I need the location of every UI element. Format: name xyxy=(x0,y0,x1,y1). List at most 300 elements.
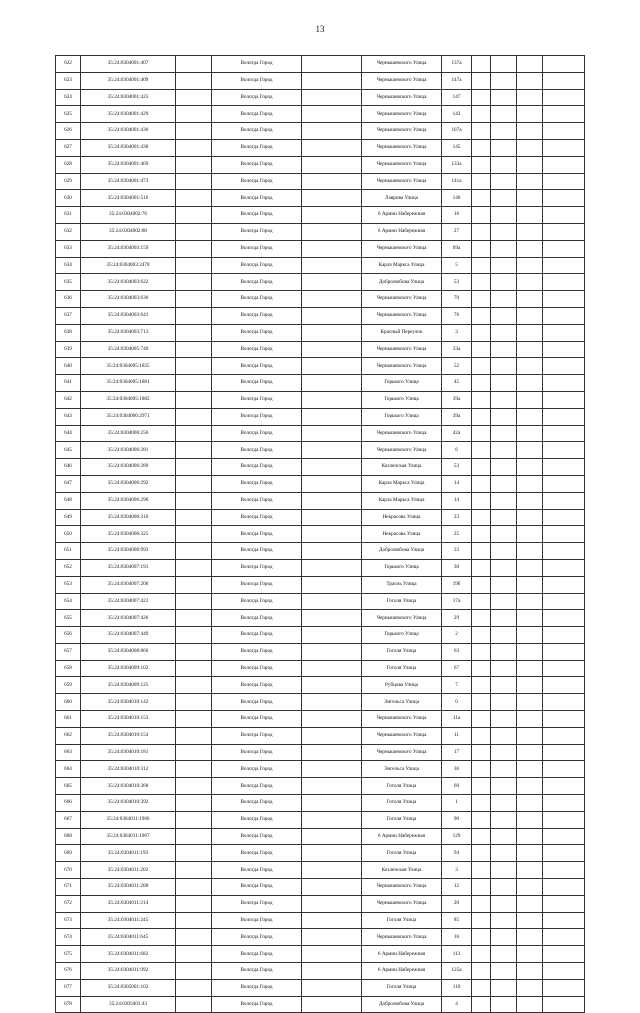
empty-cell xyxy=(176,274,212,291)
empty-cell xyxy=(491,425,517,442)
table-row xyxy=(56,996,585,1013)
empty-cell xyxy=(491,795,517,812)
empty-cell xyxy=(543,475,585,492)
empty-cell xyxy=(517,425,543,442)
empty-cell xyxy=(517,459,543,476)
row-number-cell: 660 xyxy=(56,694,81,711)
cadastral-number-cell: 35:24:0304001:473 xyxy=(81,173,176,190)
street-cell: Чернышевского Улица xyxy=(362,895,442,912)
row-number-cell: 625 xyxy=(56,106,81,123)
empty-cell xyxy=(176,526,212,543)
settlement-cell: Вологда Город xyxy=(212,391,302,408)
table-row xyxy=(56,862,585,879)
row-number-cell: 658 xyxy=(56,660,81,677)
empty-cell xyxy=(517,946,543,963)
settlement-cell: Вологда Город xyxy=(212,895,302,912)
settlement-cell: Вологда Город xyxy=(212,879,302,896)
cadastral-number-cell: 35:24:0304001:516 xyxy=(81,190,176,207)
empty-cell xyxy=(472,761,491,778)
street-cell: Добролюбова Улица xyxy=(362,274,442,291)
cadastral-number-cell: 35:24:0304009:102 xyxy=(81,660,176,677)
house-number-cell: 14 xyxy=(442,475,472,492)
empty-cell xyxy=(517,391,543,408)
empty-cell xyxy=(176,811,212,828)
empty-cell xyxy=(302,526,362,543)
empty-cell xyxy=(472,996,491,1013)
empty-cell xyxy=(176,795,212,812)
street-cell: Чернышевского Улица xyxy=(362,307,442,324)
table-row xyxy=(56,358,585,375)
empty-cell xyxy=(491,408,517,425)
street-cell: Чернышевского Улица xyxy=(362,139,442,156)
empty-cell xyxy=(543,56,585,73)
empty-cell xyxy=(491,912,517,929)
settlement-cell: Вологда Город xyxy=(212,106,302,123)
empty-cell xyxy=(491,543,517,560)
cadastral-number-cell: 35:24:0304006:281 xyxy=(81,442,176,459)
street-cell: 6 Армии Набережная xyxy=(362,828,442,845)
empty-cell xyxy=(543,744,585,761)
empty-cell xyxy=(517,324,543,341)
settlement-cell: Вологда Город xyxy=(212,778,302,795)
empty-cell xyxy=(472,912,491,929)
empty-cell xyxy=(176,727,212,744)
empty-cell xyxy=(543,307,585,324)
empty-cell xyxy=(302,207,362,224)
table-row xyxy=(56,694,585,711)
table-row xyxy=(56,156,585,173)
row-number-cell: 634 xyxy=(56,257,81,274)
empty-cell xyxy=(491,459,517,476)
empty-cell xyxy=(472,946,491,963)
house-number-cell: 147 xyxy=(442,89,472,106)
row-number-cell: 647 xyxy=(56,475,81,492)
empty-cell xyxy=(302,391,362,408)
empty-cell xyxy=(302,492,362,509)
row-number-cell: 633 xyxy=(56,240,81,257)
settlement-cell: Вологда Город xyxy=(212,610,302,627)
street-cell: Чернышевского Улица xyxy=(362,341,442,358)
empty-cell xyxy=(517,207,543,224)
empty-cell xyxy=(176,190,212,207)
empty-cell xyxy=(176,963,212,980)
house-number-cell: 70 xyxy=(442,291,472,308)
empty-cell xyxy=(491,56,517,73)
street-cell: Карла Маркса Улица xyxy=(362,257,442,274)
empty-cell xyxy=(302,223,362,240)
empty-cell xyxy=(517,979,543,996)
empty-cell xyxy=(176,123,212,140)
street-cell: Карла Маркса Улица xyxy=(362,475,442,492)
empty-cell xyxy=(472,526,491,543)
settlement-cell: Вологда Город xyxy=(212,543,302,560)
empty-cell xyxy=(176,996,212,1013)
cadastral-number-cell: 35:24:0304011:1067 xyxy=(81,828,176,845)
empty-cell xyxy=(302,56,362,73)
street-cell: Чернышевского Улица xyxy=(362,425,442,442)
empty-cell xyxy=(491,190,517,207)
cadastral-number-cell: 35:24:0304011:645 xyxy=(81,929,176,946)
empty-cell xyxy=(491,139,517,156)
settlement-cell: Вологда Город xyxy=(212,929,302,946)
empty-cell xyxy=(543,963,585,980)
empty-cell xyxy=(491,879,517,896)
house-number-cell: 60 xyxy=(442,778,472,795)
settlement-cell: Вологда Город xyxy=(212,56,302,73)
empty-cell xyxy=(302,106,362,123)
settlement-cell: Вологда Город xyxy=(212,845,302,862)
empty-cell xyxy=(302,375,362,392)
row-number-cell: 661 xyxy=(56,711,81,728)
empty-cell xyxy=(543,139,585,156)
table-row xyxy=(56,963,585,980)
house-number-cell: 0 xyxy=(442,694,472,711)
empty-cell xyxy=(543,509,585,526)
empty-cell xyxy=(543,207,585,224)
cadastral-number-cell: 35:24:0304011:245 xyxy=(81,912,176,929)
house-number-cell: 36 xyxy=(442,761,472,778)
cadastral-number-cell: 35:24:0304001:438 xyxy=(81,139,176,156)
empty-cell xyxy=(517,106,543,123)
empty-cell xyxy=(543,492,585,509)
table-row xyxy=(56,139,585,156)
table-row xyxy=(56,643,585,660)
row-number-cell: 623 xyxy=(56,72,81,89)
cadastral-number-cell: 35:24:0304006:993 xyxy=(81,543,176,560)
table-row xyxy=(56,526,585,543)
empty-cell xyxy=(472,375,491,392)
settlement-cell: Вологда Город xyxy=(212,862,302,879)
cadastral-number-cell: 35:24:0304005:1835 xyxy=(81,358,176,375)
house-number-cell: 29 xyxy=(442,610,472,627)
house-number-cell: 129 xyxy=(442,828,472,845)
empty-cell xyxy=(491,89,517,106)
empty-cell xyxy=(176,324,212,341)
empty-cell xyxy=(517,862,543,879)
empty-cell xyxy=(517,996,543,1013)
empty-cell xyxy=(176,593,212,610)
empty-cell xyxy=(302,459,362,476)
empty-cell xyxy=(543,627,585,644)
empty-cell xyxy=(543,223,585,240)
house-number-cell: 90 xyxy=(442,811,472,828)
empty-cell xyxy=(517,610,543,627)
table-row xyxy=(56,391,585,408)
street-cell: 6 Армии Набережная xyxy=(362,223,442,240)
row-number-cell: 648 xyxy=(56,492,81,509)
empty-cell xyxy=(472,459,491,476)
house-number-cell: 20 xyxy=(442,895,472,912)
house-number-cell: 42а xyxy=(442,425,472,442)
empty-cell xyxy=(176,173,212,190)
row-number-cell: 624 xyxy=(56,89,81,106)
empty-cell xyxy=(176,643,212,660)
settlement-cell: Вологда Город xyxy=(212,996,302,1013)
street-cell: Чернышевского Улица xyxy=(362,56,442,73)
empty-cell xyxy=(491,845,517,862)
street-cell: Чернышевского Улица xyxy=(362,711,442,728)
settlement-cell: Вологда Город xyxy=(212,795,302,812)
house-number-cell: 107а xyxy=(442,123,472,140)
street-cell: Красный Переулок xyxy=(362,324,442,341)
street-cell: Рубцова Улица xyxy=(362,677,442,694)
house-number-cell: 7 xyxy=(442,677,472,694)
row-number-cell: 656 xyxy=(56,627,81,644)
empty-cell xyxy=(176,106,212,123)
house-number-cell: 39а xyxy=(442,408,472,425)
empty-cell xyxy=(491,610,517,627)
empty-cell xyxy=(472,475,491,492)
empty-cell xyxy=(176,946,212,963)
empty-cell xyxy=(472,895,491,912)
table-row xyxy=(56,879,585,896)
empty-cell xyxy=(302,559,362,576)
empty-cell xyxy=(491,963,517,980)
row-number-cell: 652 xyxy=(56,559,81,576)
house-number-cell: 17а xyxy=(442,593,472,610)
row-number-cell: 657 xyxy=(56,643,81,660)
house-number-cell: 17 xyxy=(442,744,472,761)
empty-cell xyxy=(517,660,543,677)
empty-cell xyxy=(491,895,517,912)
cadastral-number-cell: 35:24:0304010:312 xyxy=(81,761,176,778)
empty-cell xyxy=(472,56,491,73)
cadastral-number-cell: 35:24:0304002:80 xyxy=(81,223,176,240)
street-cell: Гоголя Улица xyxy=(362,643,442,660)
street-cell: Чернышевского Улица xyxy=(362,610,442,627)
table-row xyxy=(56,811,585,828)
row-number-cell: 643 xyxy=(56,408,81,425)
empty-cell xyxy=(302,240,362,257)
empty-cell xyxy=(472,643,491,660)
cadastral-number-cell: 35:24:0304011:1966 xyxy=(81,811,176,828)
empty-cell xyxy=(302,811,362,828)
empty-cell xyxy=(543,862,585,879)
empty-cell xyxy=(302,996,362,1013)
empty-cell xyxy=(302,610,362,627)
empty-cell xyxy=(472,156,491,173)
cadastral-number-cell: 35:24:0304011:682 xyxy=(81,946,176,963)
settlement-cell: Вологда Город xyxy=(212,660,302,677)
empty-cell xyxy=(302,895,362,912)
empty-cell xyxy=(302,358,362,375)
empty-cell xyxy=(543,123,585,140)
table-row xyxy=(56,240,585,257)
cadastral-number-cell: 35:24:0304006:310 xyxy=(81,509,176,526)
table-row xyxy=(56,89,585,106)
table-row xyxy=(56,845,585,862)
table-row xyxy=(56,627,585,644)
empty-cell xyxy=(543,173,585,190)
empty-cell xyxy=(517,677,543,694)
row-number-cell: 677 xyxy=(56,979,81,996)
empty-cell xyxy=(543,845,585,862)
settlement-cell: Вологда Город xyxy=(212,375,302,392)
settlement-cell: Вологда Город xyxy=(212,358,302,375)
empty-cell xyxy=(491,358,517,375)
street-cell: Гоголя Улица xyxy=(362,845,442,862)
street-cell: Чернышевского Улица xyxy=(362,240,442,257)
empty-cell xyxy=(176,475,212,492)
street-cell: Чернышевского Улица xyxy=(362,744,442,761)
street-cell: Чернышевского Улица xyxy=(362,442,442,459)
table-row xyxy=(56,257,585,274)
house-number-cell: 133а xyxy=(442,156,472,173)
cadastral-number-cell: 35:24:0304003:636 xyxy=(81,291,176,308)
table-row xyxy=(56,274,585,291)
empty-cell xyxy=(517,240,543,257)
cadastral-number-cell: 35:24:0304003:622 xyxy=(81,274,176,291)
empty-cell xyxy=(543,543,585,560)
empty-cell xyxy=(472,257,491,274)
empty-cell xyxy=(302,929,362,946)
row-number-cell: 667 xyxy=(56,811,81,828)
row-number-cell: 646 xyxy=(56,459,81,476)
table-row xyxy=(56,660,585,677)
cadastral-number-cell: 35:24:0304010:368 xyxy=(81,778,176,795)
empty-cell xyxy=(472,190,491,207)
empty-cell xyxy=(472,72,491,89)
cadastral-number-cell: 35:24:0304003:159 xyxy=(81,240,176,257)
house-number-cell: 137а xyxy=(442,56,472,73)
house-number-cell: 12 xyxy=(442,879,472,896)
empty-cell xyxy=(472,845,491,862)
street-cell: 6 Армии Набережная xyxy=(362,207,442,224)
street-cell: Чернышевского Улица xyxy=(362,929,442,946)
row-number-cell: 674 xyxy=(56,929,81,946)
empty-cell xyxy=(517,442,543,459)
house-number-cell: 23 xyxy=(442,509,472,526)
house-number-cell: 11а xyxy=(442,711,472,728)
property-registry-table xyxy=(55,55,585,1013)
row-number-cell: 635 xyxy=(56,274,81,291)
empty-cell xyxy=(491,811,517,828)
empty-cell xyxy=(472,341,491,358)
table-row xyxy=(56,559,585,576)
street-cell: Козленская Улица xyxy=(362,459,442,476)
empty-cell xyxy=(543,89,585,106)
empty-cell xyxy=(491,559,517,576)
table-row xyxy=(56,475,585,492)
empty-cell xyxy=(302,694,362,711)
row-number-cell: 644 xyxy=(56,425,81,442)
empty-cell xyxy=(472,442,491,459)
table-row xyxy=(56,375,585,392)
settlement-cell: Вологда Город xyxy=(212,408,302,425)
empty-cell xyxy=(302,291,362,308)
settlement-cell: Вологда Город xyxy=(212,425,302,442)
settlement-cell: Вологда Город xyxy=(212,694,302,711)
settlement-cell: Вологда Город xyxy=(212,207,302,224)
row-number-cell: 654 xyxy=(56,593,81,610)
house-number-cell: 94 xyxy=(442,845,472,862)
empty-cell xyxy=(472,291,491,308)
empty-cell xyxy=(472,862,491,879)
row-number-cell: 645 xyxy=(56,442,81,459)
cadastral-number-cell: 35:24:0304002:76 xyxy=(81,207,176,224)
house-number-cell: 27 xyxy=(442,223,472,240)
cadastral-number-cell: 35:24:0304001:407 xyxy=(81,56,176,73)
empty-cell xyxy=(176,257,212,274)
street-cell: Лаврова Улица xyxy=(362,190,442,207)
empty-cell xyxy=(176,677,212,694)
cadastral-number-cell: 35:24:0304007:426 xyxy=(81,610,176,627)
row-number-cell: 630 xyxy=(56,190,81,207)
house-number-cell: 113 xyxy=(442,946,472,963)
empty-cell xyxy=(176,979,212,996)
empty-cell xyxy=(176,425,212,442)
settlement-cell: Вологда Город xyxy=(212,744,302,761)
empty-cell xyxy=(517,929,543,946)
street-cell: Чернышевского Улица xyxy=(362,106,442,123)
house-number-cell: 52 xyxy=(442,358,472,375)
house-number-cell: 33а xyxy=(442,341,472,358)
table-row xyxy=(56,56,585,73)
row-number-cell: 669 xyxy=(56,845,81,862)
empty-cell xyxy=(517,223,543,240)
empty-cell xyxy=(517,559,543,576)
cadastral-number-cell: 35:24:0304011:202 xyxy=(81,862,176,879)
empty-cell xyxy=(543,274,585,291)
cadastral-number-cell: 35:24:0304011:208 xyxy=(81,879,176,896)
empty-cell xyxy=(543,593,585,610)
house-number-cell: 14 xyxy=(442,492,472,509)
empty-cell xyxy=(472,979,491,996)
empty-cell xyxy=(176,778,212,795)
empty-cell xyxy=(472,274,491,291)
street-cell: Чернышевского Улица xyxy=(362,727,442,744)
row-number-cell: 671 xyxy=(56,879,81,896)
table-row xyxy=(56,576,585,593)
street-cell: Чернышевского Улица xyxy=(362,72,442,89)
empty-cell xyxy=(302,341,362,358)
table-row xyxy=(56,190,585,207)
settlement-cell: Вологда Город xyxy=(212,979,302,996)
empty-cell xyxy=(517,274,543,291)
cadastral-number-cell: 35:24:0305001:102 xyxy=(81,979,176,996)
cadastral-number-cell: 35:24:0304011:992 xyxy=(81,963,176,980)
empty-cell xyxy=(517,257,543,274)
row-number-cell: 649 xyxy=(56,509,81,526)
empty-cell xyxy=(543,559,585,576)
empty-cell xyxy=(517,291,543,308)
empty-cell xyxy=(302,89,362,106)
empty-cell xyxy=(543,240,585,257)
empty-cell xyxy=(302,660,362,677)
empty-cell xyxy=(176,627,212,644)
empty-cell xyxy=(491,173,517,190)
empty-cell xyxy=(472,106,491,123)
settlement-cell: Вологда Город xyxy=(212,324,302,341)
empty-cell xyxy=(491,660,517,677)
table-row xyxy=(56,408,585,425)
empty-cell xyxy=(176,56,212,73)
row-number-cell: 651 xyxy=(56,543,81,560)
table-row xyxy=(56,946,585,963)
row-number-cell: 638 xyxy=(56,324,81,341)
settlement-cell: Вологда Город xyxy=(212,72,302,89)
empty-cell xyxy=(543,946,585,963)
settlement-cell: Вологда Город xyxy=(212,677,302,694)
empty-cell xyxy=(302,845,362,862)
empty-cell xyxy=(543,778,585,795)
empty-cell xyxy=(491,324,517,341)
row-number-cell: 659 xyxy=(56,677,81,694)
table-row xyxy=(56,223,585,240)
table-row xyxy=(56,459,585,476)
empty-cell xyxy=(543,610,585,627)
empty-cell xyxy=(517,912,543,929)
